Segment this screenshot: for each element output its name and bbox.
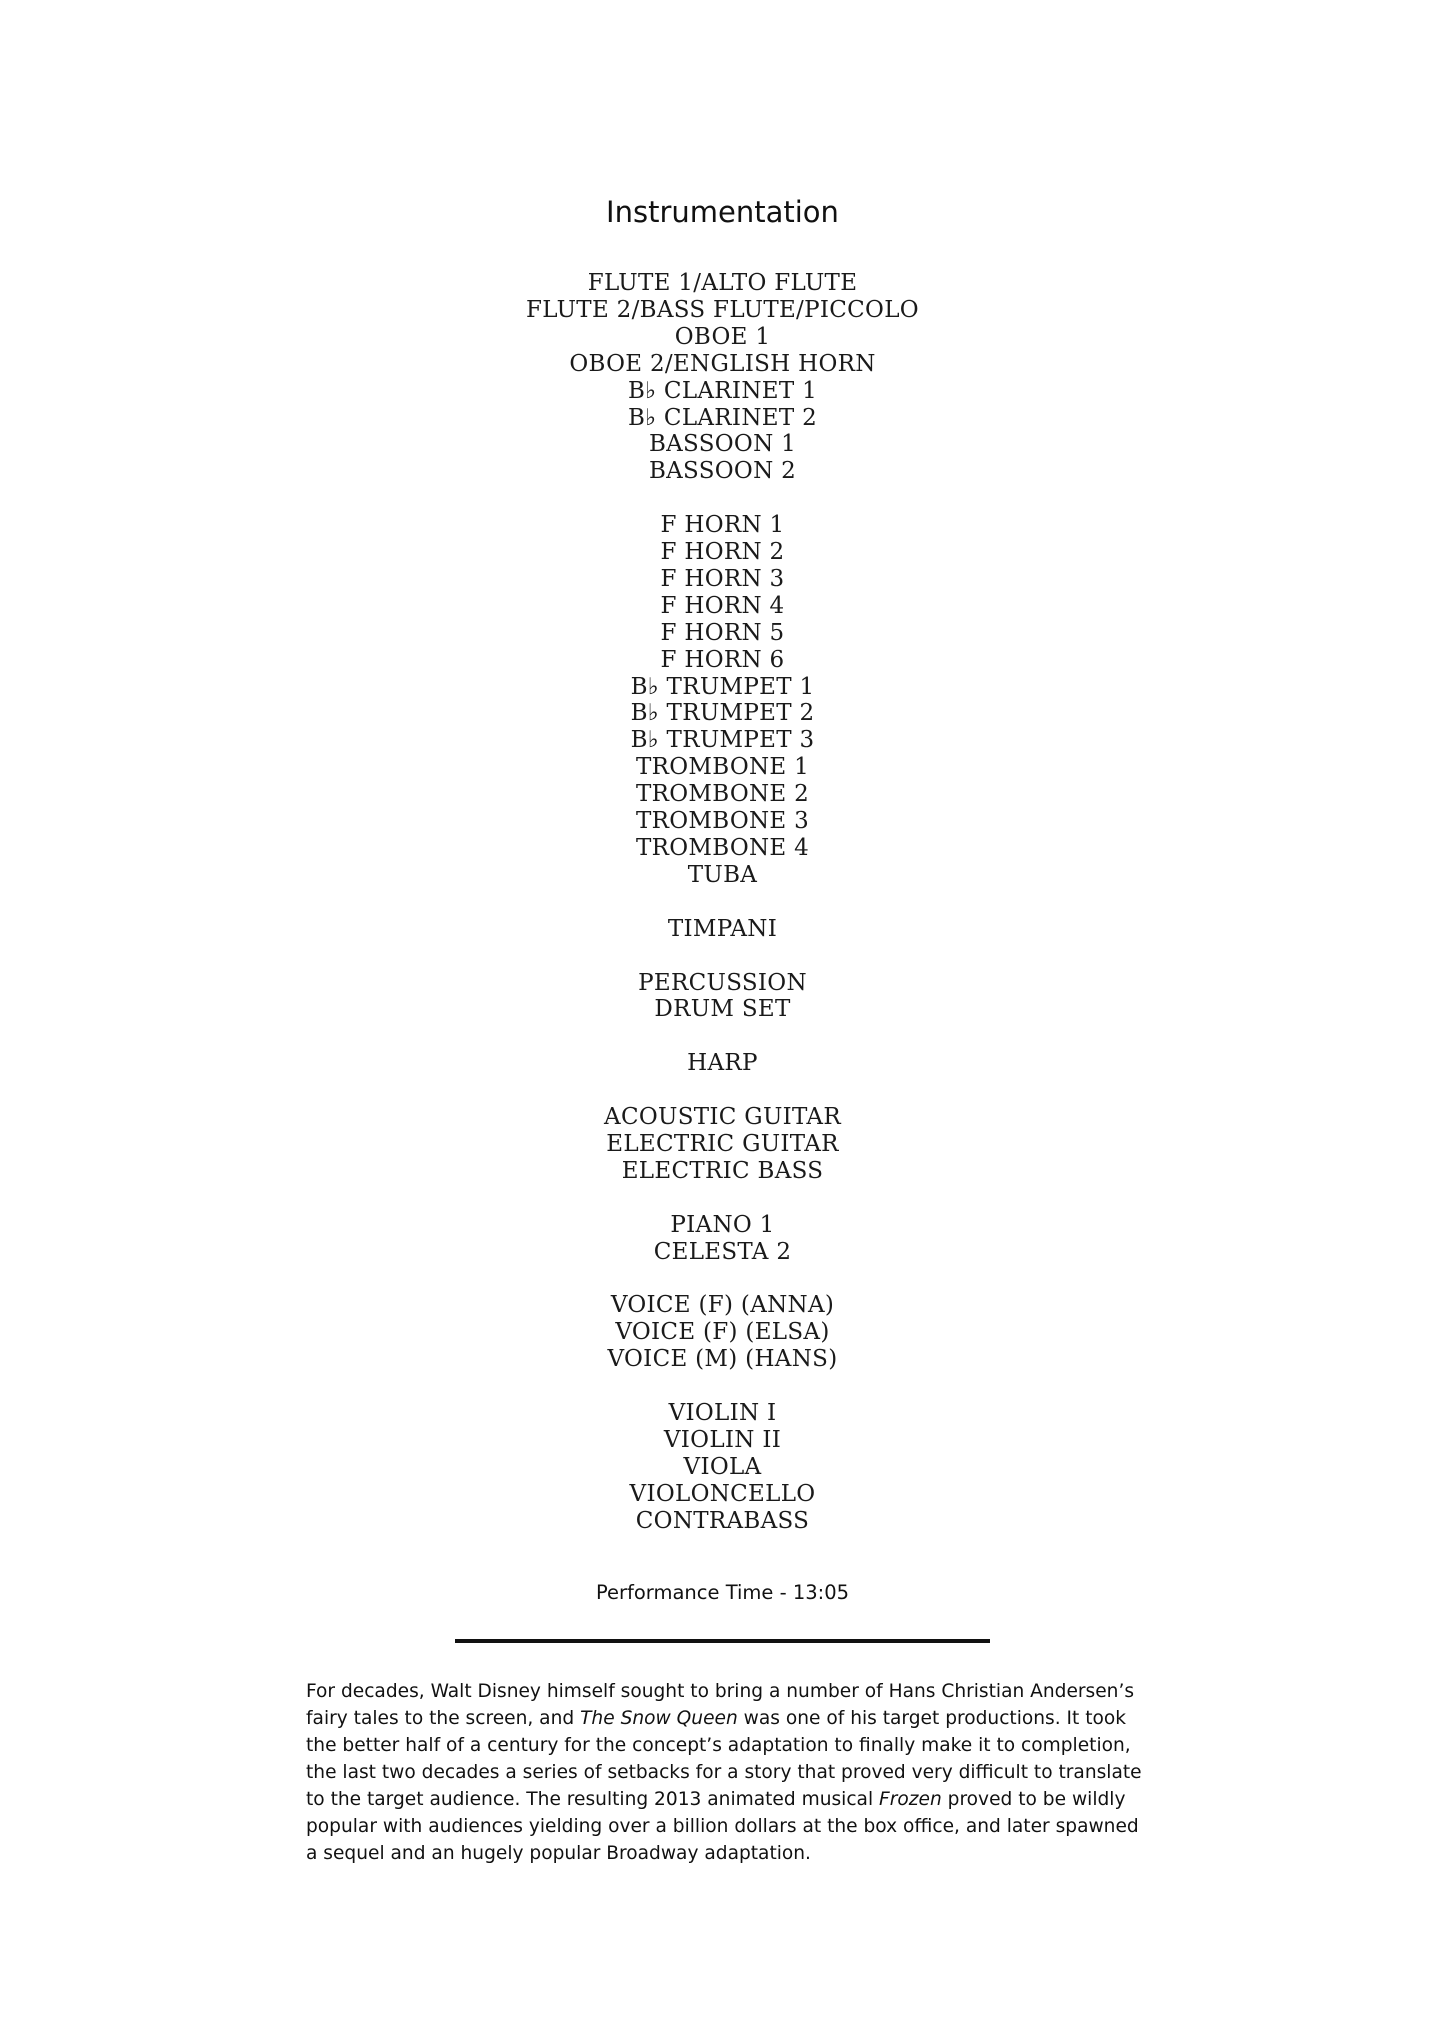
instrument-name: BASSOON 2	[648, 458, 797, 485]
instrument-name: TIMPANI	[667, 915, 778, 942]
program-notes	[306, 1678, 1166, 1867]
instrument-name: TROMBONE 1	[635, 754, 810, 781]
instrument-name: ELECTRIC BASS	[621, 1157, 824, 1184]
instrument-name: ACOUSTIC GUITAR	[604, 1104, 841, 1131]
instrument-name: VOICE (F) (ELSA)	[615, 1319, 830, 1346]
instrument-name: HARP	[687, 1050, 758, 1077]
instrument-group	[0, 1292, 1445, 1373]
instrument-name: B♭ TRUMPET 2	[630, 700, 815, 727]
instrument-group	[0, 1400, 1445, 1535]
instrument-name: VOICE (M) (HANS)	[607, 1346, 838, 1373]
instrument-group	[0, 916, 1445, 943]
instrument-name: DRUM SET	[654, 996, 791, 1023]
instrument-group	[0, 1104, 1445, 1185]
instrument-name: PIANO 1	[670, 1211, 775, 1238]
notes-line: to the target audience. The resulting 2013 animated musical Frozen proved to be wildly	[306, 1789, 1126, 1810]
instrument-group	[0, 512, 1445, 889]
instrument-name: F HORN 5	[660, 619, 785, 646]
instrument-name: FLUTE 2/BASS FLUTE/PICCOLO	[526, 296, 919, 323]
instrument-name: BASSOON 1	[648, 431, 797, 458]
instrument-name: CONTRABASS	[635, 1507, 810, 1534]
notes-line: the better half of a century for the concept’s adaptation to finally make it to completion,	[306, 1735, 1131, 1756]
instrument-name: F HORN 3	[660, 565, 785, 592]
instrument-name: VIOLONCELLO	[629, 1480, 816, 1507]
instrument-name: OBOE 2/ENGLISH HORN	[569, 350, 876, 377]
instrument-name: PERCUSSION	[638, 969, 807, 996]
instrument-name: TROMBONE 4	[635, 835, 810, 862]
page-title: Instrumentation	[606, 195, 839, 229]
instrument-name: FLUTE 1/ALTO FLUTE	[587, 270, 858, 296]
instrument-group	[0, 1212, 1445, 1266]
instrument-name: B♭ CLARINET 1	[627, 377, 818, 404]
notes-line: fairy tales to the screen, and The Snow Queen was one of his target productions. It took	[306, 1708, 1127, 1729]
instrument-group	[0, 1050, 1445, 1077]
instrument-name: VOICE (F) (ANNA)	[610, 1292, 835, 1319]
instrument-name: CELESTA 2	[653, 1238, 792, 1265]
horizontal-divider	[455, 1639, 990, 1643]
notes-line: the last two decades a series of setbacks for a story that proved very difficult to translate	[306, 1762, 1142, 1783]
instrument-name: TUBA	[687, 861, 758, 888]
instrument-name: OBOE 1	[674, 323, 771, 350]
instrument-name: VIOLIN I	[668, 1399, 777, 1426]
instrument-group	[0, 970, 1445, 1024]
notes-line: For decades, Walt Disney himself sought to bring a number of Hans Christian Andersen’s	[306, 1681, 1135, 1702]
instrument-name: F HORN 6	[660, 646, 785, 673]
instrument-name: ELECTRIC GUITAR	[606, 1130, 839, 1157]
instrument-list	[0, 270, 1445, 1561]
performance-time: Performance Time - 13:05	[595, 1581, 850, 1604]
instrument-name: TROMBONE 3	[635, 808, 810, 835]
instrument-name: F HORN 4	[660, 592, 785, 619]
instrument-name: B♭ TRUMPET 3	[630, 727, 815, 754]
instrument-name: B♭ TRUMPET 1	[630, 673, 815, 700]
instrument-name: TROMBONE 2	[635, 781, 810, 808]
notes-line: a sequel and an hugely popular Broadway adaptation.	[306, 1843, 811, 1864]
instrument-name: VIOLA	[683, 1453, 762, 1480]
instrument-name: VIOLIN II	[663, 1426, 782, 1453]
instrument-name: F HORN 1	[660, 512, 785, 539]
instrument-name: B♭ CLARINET 2	[627, 404, 818, 431]
instrument-group	[0, 270, 1445, 485]
instrument-name: F HORN 2	[660, 539, 785, 566]
notes-line: popular with audiences yielding over a billion dollars at the box office, and later spawned	[306, 1816, 1139, 1837]
